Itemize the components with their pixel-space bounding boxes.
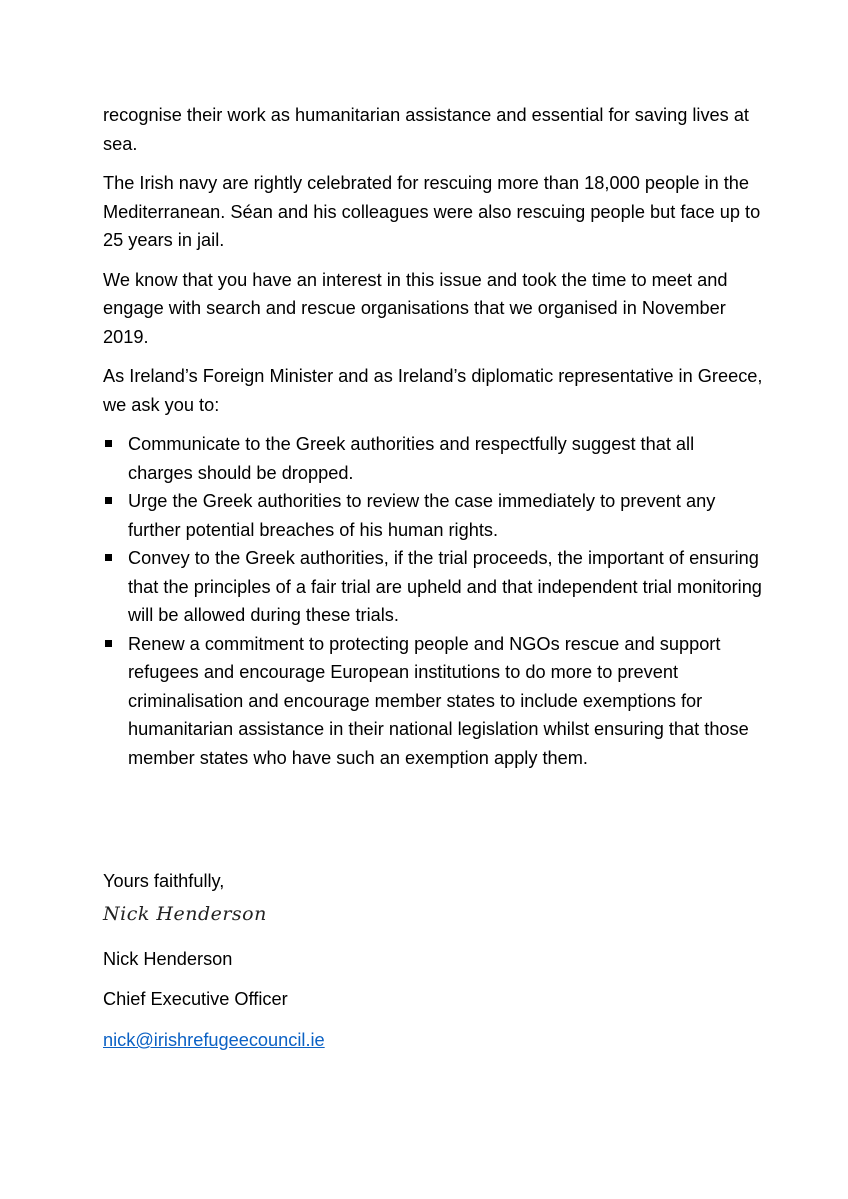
square-bullet-icon <box>105 554 112 561</box>
paragraph-irish-navy: The Irish navy are rightly celebrated for rescuing more than 18,000 people in the Mediterranean. Séan and his colleagues were also rescuing people but face up to 25 years in jail. <box>103 173 761 250</box>
list-item <box>103 630 763 773</box>
square-bullet-icon <box>105 440 112 447</box>
list-item <box>103 544 763 630</box>
list-item <box>103 430 763 487</box>
paragraph-interest-in-issue: We know that you have an interest in this issue and took the time to meet and engage with search and rescue organisations that we organised in November 2019. <box>103 269 728 347</box>
signer-title: Chief Executive Officer <box>103 989 288 1009</box>
paragraph-request-intro: As Ireland’s Foreign Minister and as Ireland’s diplomatic representative in Greece, we ask you to: <box>103 366 763 415</box>
square-bullet-icon <box>105 497 112 504</box>
email-link[interactable]: nick@irishrefugeecouncil.ie <box>103 1030 325 1050</box>
list-item <box>103 487 763 544</box>
square-bullet-icon <box>105 640 112 647</box>
handwritten-signature: Nick Henderson <box>103 903 267 925</box>
closing-salutation: Yours faithfully, <box>103 871 225 891</box>
requests-list <box>103 430 763 772</box>
list-item-text: Convey to the Greek authorities, if the trial proceeds, the important of ensuring that the principles of a fair trial are upheld and that independent trial monitoring will be allowed during these trials. <box>128 548 762 625</box>
paragraph-humanitarian-assistance: recognise their work as humanitarian assistance and essential for saving lives at sea. <box>103 105 749 154</box>
letter-body <box>103 101 763 772</box>
list-item-text: Communicate to the Greek authorities and respectfully suggest that all charges should be dropped. <box>128 434 695 483</box>
list-item-text: Urge the Greek authorities to review the case immediately to prevent any further potential breaches of his human rights. <box>128 491 716 540</box>
list-item-text: Renew a commitment to protecting people and NGOs rescue and support refugees and encourage European institutions to do more to prevent criminalisation and encourage member states to include exemptions for humanitarian assistance in their national legislation whilst ensuring that those member states who have such an exemption apply them. <box>128 633 749 768</box>
signer-name: Nick Henderson <box>103 949 233 969</box>
